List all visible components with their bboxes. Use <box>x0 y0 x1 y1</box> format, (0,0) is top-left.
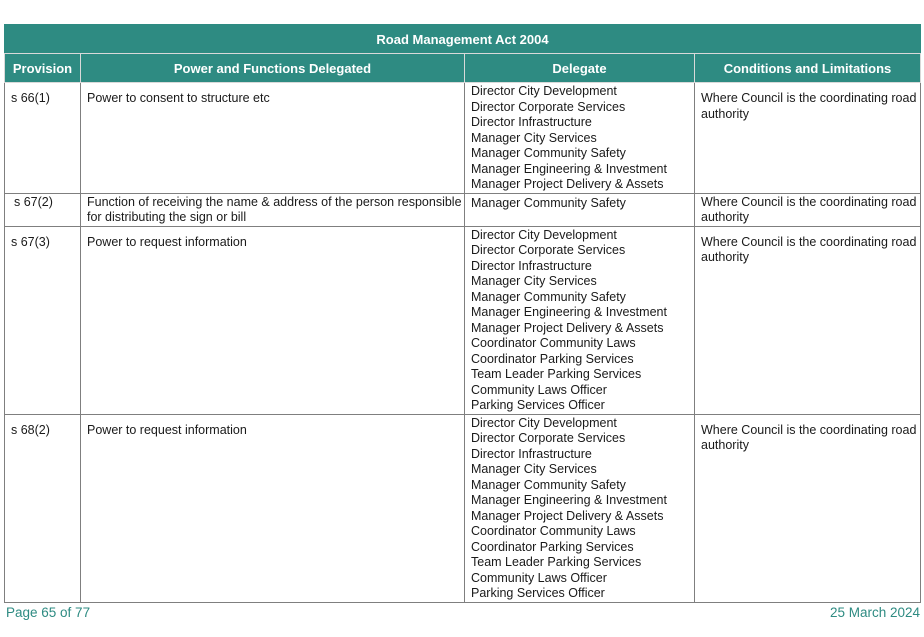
delegate-item: Director City Development <box>471 227 617 242</box>
delegate-item: Parking Services Officer <box>471 398 605 412</box>
delegate-item: Director Corporate Services <box>471 431 626 445</box>
table-row <box>5 193 921 226</box>
header-provision: Provision <box>5 54 81 83</box>
delegate-item: Manager Community Safety <box>471 195 626 210</box>
power-cell: Power to request information <box>81 226 465 414</box>
delegate-item: Manager Project Delivery & Assets <box>471 177 664 191</box>
header-delegate: Delegate <box>465 54 695 83</box>
delegate-cell <box>465 193 695 226</box>
delegate-item: Director Infrastructure <box>471 258 592 273</box>
delegate-item: Community Laws Officer <box>471 382 607 397</box>
power-cell: Function of receiving the name & address of the person responsible for distributing the sign or bill <box>81 193 465 226</box>
provision-cell: s 67(3) <box>5 226 81 414</box>
delegate-item: Manager Engineering & Investment <box>471 493 667 507</box>
page-number: Page 65 of 77 <box>6 605 91 620</box>
delegate-item: Manager Project Delivery & Assets <box>471 508 664 523</box>
header-power: Power and Functions Delegated <box>81 54 465 83</box>
delegate-item: Manager Community Safety <box>471 477 626 492</box>
delegate-item: Manager City Services <box>471 274 597 288</box>
delegate-item: Team Leader Parking Services <box>471 367 642 381</box>
power-cell: Power to consent to structure etc <box>81 83 465 194</box>
delegate-item: Director Infrastructure <box>471 446 592 461</box>
delegate-item: Coordinator Community Laws <box>471 524 636 538</box>
delegate-cell <box>465 414 695 602</box>
delegate-item: Director Infrastructure <box>471 115 592 129</box>
provision-cell: s 66(1) <box>5 83 81 194</box>
delegate-item: Team Leader Parking Services <box>471 555 642 569</box>
delegate-item: Director Corporate Services <box>471 243 626 257</box>
delegate-item: Manager City Services <box>471 462 597 476</box>
table-title: Road Management Act 2004 <box>5 25 921 54</box>
delegate-item: Manager Project Delivery & Assets <box>471 320 664 335</box>
delegate-item: Manager Community Safety <box>471 146 626 160</box>
table-header-row <box>5 54 921 83</box>
document-date: 25 March 2024 <box>829 605 920 620</box>
delegate-item: Director Corporate Services <box>471 99 626 114</box>
conditions-cell: Where Council is the coordinating road authority <box>695 193 921 226</box>
table-row <box>5 414 921 602</box>
delegation-table <box>4 24 921 603</box>
provision-cell: s 67(2) <box>5 193 81 226</box>
delegate-item: Community Laws Officer <box>471 570 607 585</box>
delegate-item: Parking Services Officer <box>471 586 605 600</box>
delegate-item: Manager Community Safety <box>471 289 626 304</box>
delegate-cell <box>465 83 695 194</box>
conditions-cell: Where Council is the coordinating road authority <box>695 83 921 194</box>
delegate-item: Coordinator Community Laws <box>471 336 636 350</box>
delegate-item: Manager Engineering & Investment <box>471 305 667 319</box>
table-row <box>5 226 921 414</box>
delegate-item: Director City Development <box>471 415 617 430</box>
provision-cell: s 68(2) <box>5 414 81 602</box>
table-row <box>5 83 921 194</box>
conditions-cell: Where Council is the coordinating road authority <box>695 414 921 602</box>
delegate-cell <box>465 226 695 414</box>
delegate-item: Director City Development <box>471 84 617 98</box>
delegate-item: Manager City Services <box>471 130 597 145</box>
conditions-cell: Where Council is the coordinating road authority <box>695 226 921 414</box>
delegate-item: Manager Engineering & Investment <box>471 161 667 176</box>
table-title-row <box>5 25 921 54</box>
delegate-item: Coordinator Parking Services <box>471 351 634 366</box>
delegate-item: Coordinator Parking Services <box>471 539 634 554</box>
power-cell: Power to request information <box>81 414 465 602</box>
header-conditions: Conditions and Limitations <box>695 54 921 83</box>
